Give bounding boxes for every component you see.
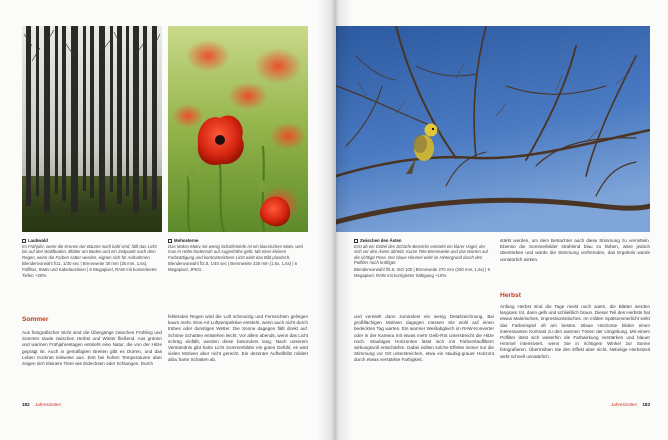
camera-icon	[168, 239, 172, 243]
body-column-1	[354, 314, 494, 364]
paragraph: stärkt werden, um dem Betrachter auch diese Stimmung zu vermitteln. Ebenso die Sommerbilder strahlend blau zu färben, wäre jedoch übertrieben und würde die Stimmung verfremden, das Ergebnis würde unnatürlich wirken.	[500, 238, 650, 262]
caption-meta: Blendenvorwahl f/5.6, ISO 100 | Brennweite 270 mm (200 mm, 1,6x) | 6 Megapixel, RAW mit korrigierter Sättigung +10%.	[354, 266, 490, 278]
forest-caption	[22, 238, 162, 278]
paragraph: und vereitelt dann zumindest ein wenig Detailzeichnung. Bei großflächigen Motiven dagegen müssen Sie wohl auf einen bedeckten Tag warten. Ein warmer Weißabgleich im RAW-Konverter oder in der Kamera mit etwas mehr Gelb-Rot unterstreicht die Hitze noch. Staubiges Horizonten lässt sich mit Farbverlauffiltern wirkungsvoll entschärfen. Dabei sollten solche Effekte immer nur die Stimmung vor Ort unterstreichen, etwa ein staubig-grauer Horizont durch etwas verstärkte Farbigkeit.	[354, 314, 494, 363]
paragraph: Anfang Herbst sind die Tage meist noch warm, die Blätter werden langsam rot, dann gelb und schließlich braun. Dieser Teil des Herbsts hat etwas Malerisches, Impressionistisches. Im milden Spätsommerlicht wirkt das Farbenspiel oft am besten. Blaue Horizonte bilden einen interessanten Kontrast zu den warmen Tönen der Umgebung. Mit einem Polfilter lässt sich weiterhin die Farbwirkung verstärken und blauer Himmel intensiviert, wenn Sie in richtigem Winkel zur Sonne fotografieren. Übertreiben Sie den Effekt aber nicht. Nebelige Herbstzeit wirkt schnell unnatürlich.	[500, 304, 650, 359]
running-section: Jahreszeiten	[34, 402, 61, 407]
body-column-2	[500, 304, 650, 360]
caption-text: Erst ab ein Drittel des Schärfe-Bereichs entsteht ein klarer Vogel, der sich vor den Ästen abhebt. Kurze Tele-Brennweite und das Warten auf die richtige Pose. Der blaue Himmel wirkt im Hintergrund durch den Polfilter noch kräftiger.	[354, 243, 489, 266]
bird-caption	[354, 238, 494, 278]
forest-photo	[22, 26, 162, 232]
section-heading: Herbst	[500, 292, 521, 299]
page-number: 183	[642, 402, 650, 407]
body-column-1	[22, 330, 162, 367]
running-section: Jahreszeiten	[611, 402, 638, 407]
right-page	[332, 0, 668, 440]
left-page	[0, 0, 332, 440]
caption-text: Im Frühjahr, wenn die Kronen der Bäume noch kahl sind, fällt das Licht bis auf den Waldboden. Blätter am Boden und ein Zeitpunkt nach dem Regen, wenn die Farben satter werden, eignen sich für Aufnahmen.	[22, 243, 157, 260]
section-heading: Sommer	[22, 316, 49, 323]
caption-title: Mohnsterne	[174, 238, 199, 243]
caption-meta: Blendenvorwahl f/11, 1/30 sec | Brennweite 30 mm (35 mm, 1,6x), Polfilter, Stativ und Kabelauslöser | 6 Megapixel, RAW mit konvertierter Tiefen +20%.	[22, 261, 157, 278]
page-number: 182	[22, 402, 30, 407]
body-column-2	[168, 314, 308, 364]
paragraph: Aus fotografischer Sicht sind die Übergänge zwischen Frühling und Sommer sowie zwischen Herbst und Winter fließend. Aus grünen und warmen Frühjahrestagen entsteht eine Natur, die von der Hitze geprägt ist. Auch in gemäßigten Breiten gibt es Dürren, und das Leben trocknet teilweise aus. Erst bei hohen Temperaturen aber zeigen sich kleinere Tiere wie Eidechsen oder Schlangen. Durch	[22, 330, 162, 367]
poppy-photo	[168, 26, 308, 232]
poppy-caption	[168, 238, 308, 273]
page-footer	[22, 402, 61, 407]
body-column-right-top	[500, 238, 650, 263]
camera-icon	[22, 239, 26, 243]
caption-title: Zwischen den Ästen	[360, 238, 402, 243]
caption-title: Laubwald	[28, 238, 48, 243]
caption-text: Das Makro-Motiv mit wenig Schärfentiefe ist ein klassisches Motiv, weil man in Höhe bodennah auf Augenhöhe geht. Mit einer kleinen Farbsättigung und kontrastreichem Licht wirkt das Bild plastisch.	[168, 243, 303, 260]
page-footer	[611, 402, 650, 407]
bird-photo	[336, 26, 650, 232]
caption-meta: Blendenvorwahl f/2.8, 1/40 sec | Brennweite 225 mm (1,6x, 1,6x) | 6 Megapixel, JPEG.	[168, 261, 298, 272]
paragraph: fehlenden Regen wird die Luft schmutzig und Fernsichten gelingen kaum mehr. Eine Art Luftperspektive entsteht, wenn auch nicht durch trübes oder dunstiges Wetter. Die Sonne dagegen fällt direkt auf. Schöne Schatten entstehen leicht. Vor allem abends, wenn das Licht schräg einfällt, werden diese besonders lang. Nach unserem Verständnis gibt harte Licht Sommerbilder ein gutes Gefühl, es wird vielen Motiven aber nicht gerecht. Ein dezenter Aufhellblitz mildert allzu harte Schatten ab.	[168, 314, 308, 363]
camera-icon	[354, 239, 358, 243]
